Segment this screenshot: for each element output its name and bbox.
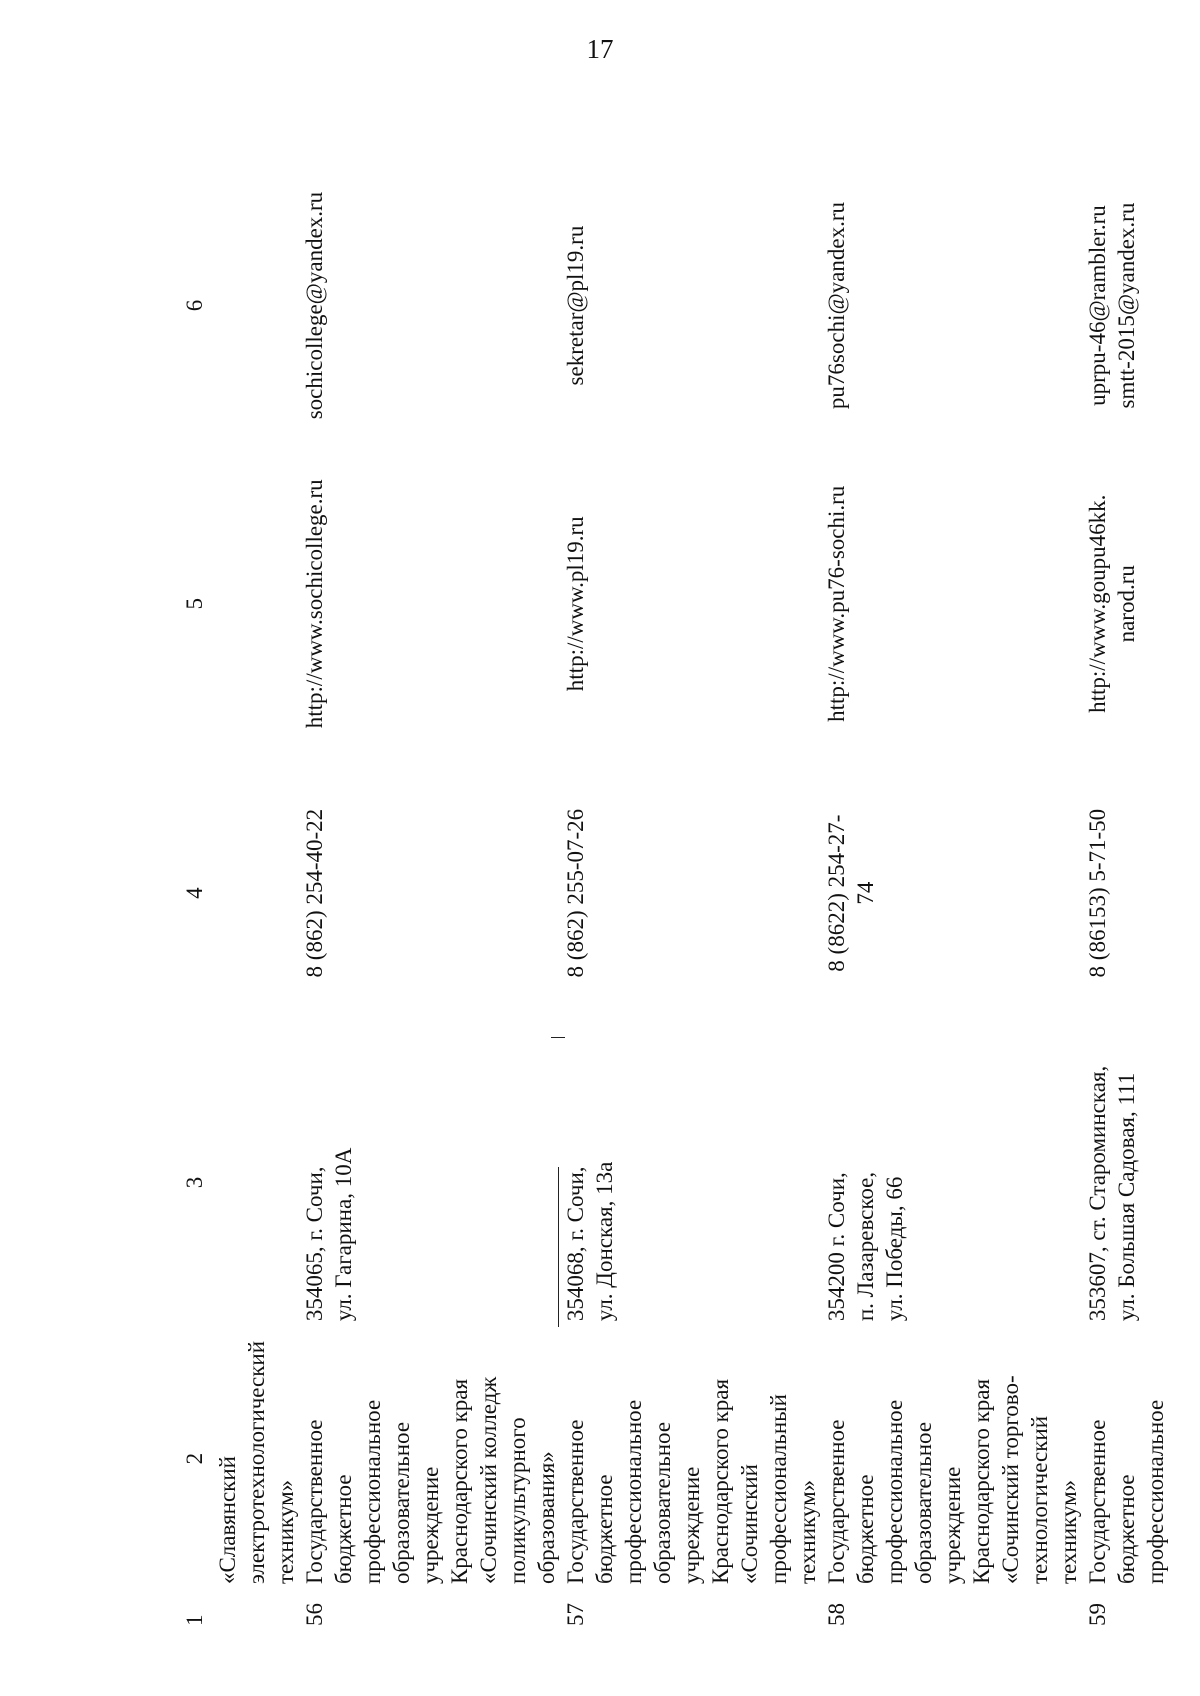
text-line: бюджетное (853, 1474, 878, 1585)
text-line: бюджетное (1114, 1474, 1139, 1585)
text-line: Краснодарского края (969, 1378, 994, 1585)
column-number-5: 5 (182, 598, 207, 610)
column-number-6: 6 (182, 299, 207, 312)
text-line: Государственное (824, 1419, 849, 1585)
text-line: 8 (86153) 5-71-50 (1085, 808, 1110, 978)
table-row (300, 152, 561, 1632)
text-line: техникум» (273, 1479, 298, 1585)
text-line: ул. Большая Садовая, 111 (1114, 1072, 1139, 1322)
website (561, 459, 822, 748)
row-number: 58 (824, 1603, 849, 1626)
rotated-table-container (180, 152, 1168, 1632)
column-number-2: 2 (182, 1452, 207, 1465)
text-line: 353607, ст. Староминская, (1085, 1065, 1110, 1322)
text-line: http://www.sochicollege.ru (302, 479, 327, 729)
text-line: 74 (853, 881, 878, 905)
website (1083, 459, 1170, 748)
address (300, 1038, 561, 1327)
continuation-row (213, 152, 300, 1632)
table-row (822, 152, 1083, 1632)
email (822, 152, 1083, 459)
text-line: uprpu-46@rambler.ru (1085, 205, 1110, 406)
column-number-row (180, 152, 213, 1632)
text-line: электротехнологический (244, 1340, 269, 1585)
text-line: технологический (1027, 1416, 1052, 1585)
text-line: образовательное (389, 1421, 414, 1585)
rule-mark (558, 1167, 559, 1327)
table-row (561, 152, 822, 1632)
institution-name (561, 1327, 822, 1590)
text-line: 354065, г. Сочи, (302, 1166, 327, 1322)
column-number-4: 4 (182, 887, 207, 899)
institution-name (1083, 1327, 1170, 1590)
text-line: 354200 г. Сочи, (824, 1172, 849, 1322)
page-number: 17 (586, 34, 614, 64)
text-line: образовательное (911, 1421, 936, 1585)
email (300, 152, 561, 459)
institutions-table (180, 152, 1170, 1632)
text-line: учреждение (418, 1466, 443, 1585)
text-line: Государственное (563, 1419, 588, 1585)
phone (561, 748, 822, 1037)
text-line: поликультурного (505, 1417, 530, 1585)
text-line: Государственное (1085, 1419, 1110, 1585)
text-line: образования» (534, 1451, 559, 1585)
address (561, 1038, 822, 1327)
phone (822, 748, 1083, 1037)
text-line: 354068, г. Сочи, (563, 1166, 588, 1322)
table-row (1083, 152, 1170, 1632)
text-line: учреждение (940, 1466, 965, 1585)
phone (1083, 748, 1170, 1037)
text-line: образовательное (650, 1421, 675, 1585)
text-line: Краснодарского края (708, 1378, 733, 1585)
text-line: pu76sochi@yandex.ru (824, 202, 849, 410)
email (1083, 152, 1170, 459)
address (1083, 1038, 1170, 1327)
row-number: 56 (302, 1603, 327, 1626)
text-line: профессиональное (1143, 1399, 1168, 1585)
table-body (213, 152, 1170, 1632)
text-line: «Сочинский колледж (476, 1376, 501, 1585)
text-line: ул. Гагарина, 10А (331, 1147, 356, 1322)
text-line: техникум» (1056, 1479, 1081, 1585)
email (561, 152, 822, 459)
text-line: бюджетное (331, 1474, 356, 1585)
phone (300, 748, 561, 1037)
text-line: 8 (8622) 254-27- (824, 814, 849, 972)
address (822, 1038, 1083, 1327)
text-line: бюджетное (592, 1474, 617, 1585)
text-line: профессиональное (621, 1399, 646, 1585)
rule-mark (551, 1037, 565, 1038)
institution-name (822, 1327, 1083, 1590)
website (822, 459, 1083, 748)
text-line: профессиональный (766, 1394, 791, 1585)
website (300, 459, 561, 748)
institution-name (300, 1327, 561, 1590)
text-line: «Сочинский торгово- (998, 1375, 1023, 1585)
text-line: ул. Донская, 13а (592, 1161, 617, 1322)
column-number-1: 1 (182, 1614, 207, 1626)
text-line: «Сочинский (737, 1464, 762, 1585)
text-line: Государственное (302, 1419, 327, 1585)
row-number: 57 (563, 1603, 588, 1626)
text-line: «Славянский (215, 1456, 240, 1585)
text-line: http://www.goupu46kk. (1085, 494, 1110, 713)
text-line: 8 (862) 254-40-22 (302, 808, 327, 978)
text-line: sekretar@pl19.ru (563, 225, 588, 386)
text-line: sochicollege@yandex.ru (302, 191, 327, 420)
text-line: http://www.pl19.ru (563, 516, 588, 692)
row-number: 59 (1085, 1603, 1110, 1626)
text-line: профессиональное (360, 1399, 385, 1585)
text-line: Краснодарского края (447, 1378, 472, 1585)
text-line: 8 (862) 255-07-26 (563, 808, 588, 978)
text-line: техникум» (795, 1479, 820, 1585)
text-line: http://www.pu76-sochi.ru (824, 485, 849, 722)
text-line: профессиональное (882, 1399, 907, 1585)
text-line: ул. Победы, 66 (882, 1176, 907, 1322)
text-line: учреждение (679, 1466, 704, 1585)
text-line: smtt-2015@yandex.ru (1114, 202, 1139, 409)
column-number-3: 3 (182, 1176, 207, 1189)
text-line: п. Лазаревское, (853, 1171, 878, 1322)
institution-name (213, 1327, 300, 1590)
text-line: narod.ru (1114, 565, 1139, 643)
row-number (213, 1590, 300, 1632)
